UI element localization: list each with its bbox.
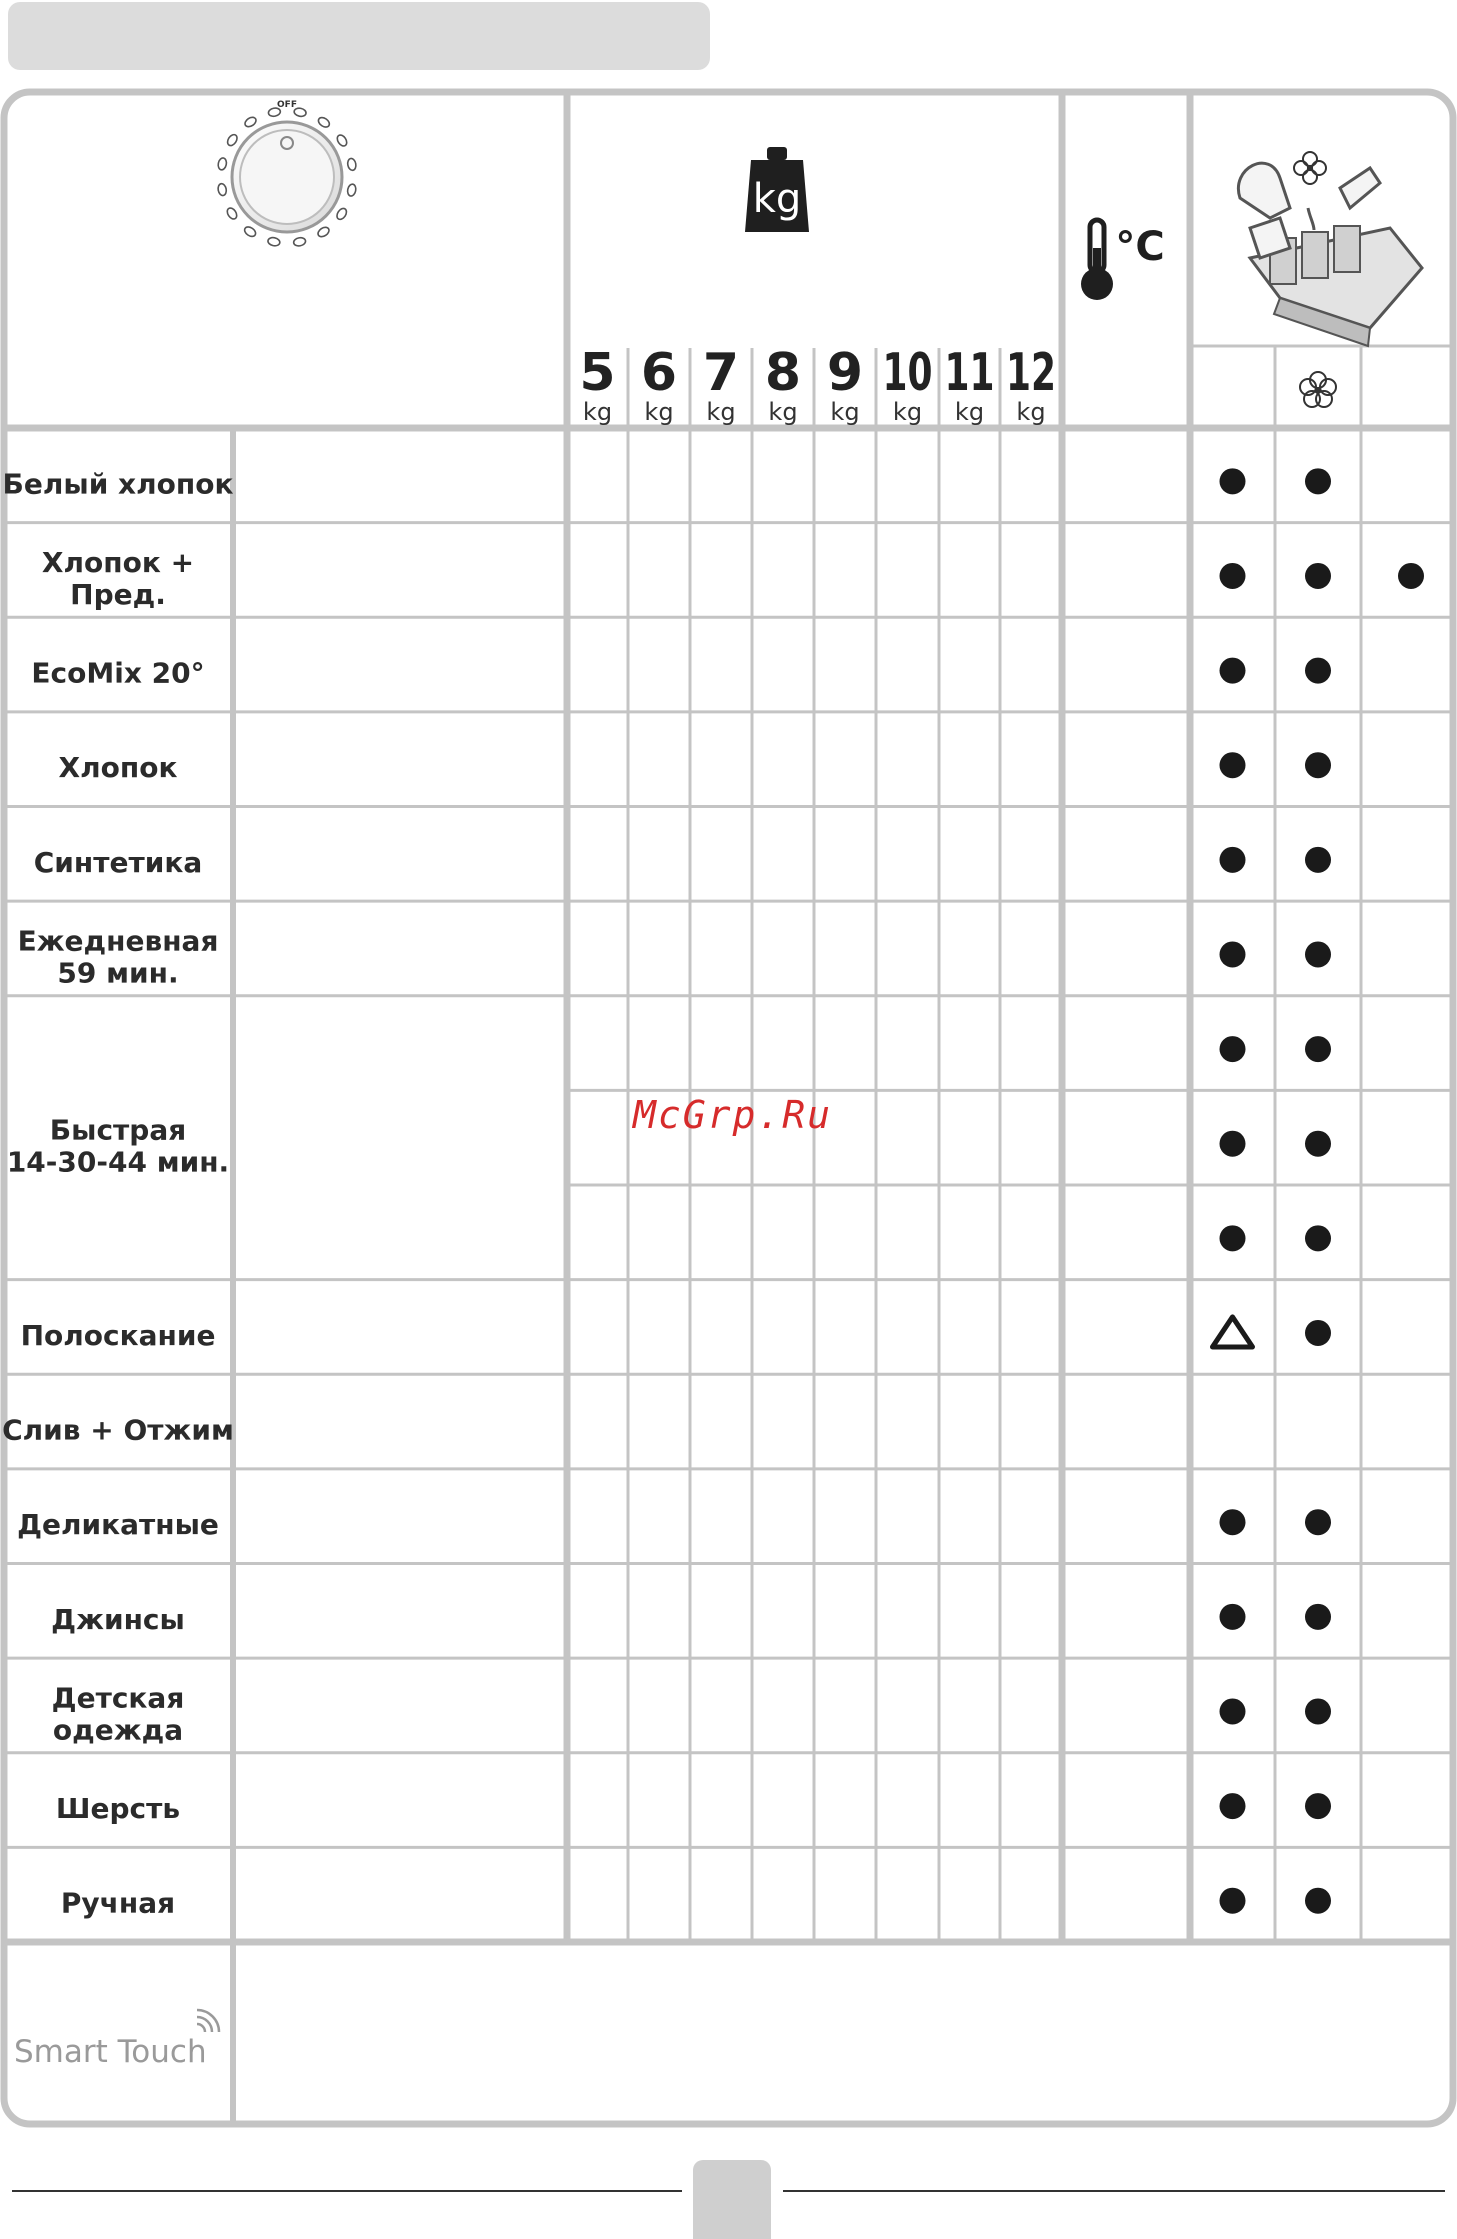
detergent-dot bbox=[1220, 1131, 1246, 1157]
detergent-dot bbox=[1305, 563, 1331, 589]
load-capacity-number: 9 bbox=[826, 343, 864, 403]
program-name: Шерсть bbox=[55, 1792, 181, 1826]
detergent-dot bbox=[1220, 658, 1246, 684]
program-table bbox=[0, 88, 1457, 2132]
detergent-dot bbox=[1220, 1509, 1246, 1535]
program-name: Хлопок + bbox=[41, 545, 195, 579]
program-name: Джинсы bbox=[51, 1602, 185, 1636]
detergent-dot bbox=[1220, 752, 1246, 778]
detergent-dot bbox=[1220, 563, 1246, 589]
load-capacity-unit: kg bbox=[768, 398, 798, 426]
header-bar bbox=[8, 2, 710, 70]
detergent-dot bbox=[1220, 1036, 1246, 1062]
detergent-dot bbox=[1305, 1698, 1331, 1724]
load-capacity-unit: kg bbox=[830, 398, 860, 426]
load-capacity-number: 5 bbox=[579, 343, 616, 403]
detergent-dot bbox=[1305, 752, 1331, 778]
load-capacity-number: 8 bbox=[764, 343, 802, 403]
detergent-dot bbox=[1305, 941, 1331, 967]
detergent-dot bbox=[1305, 1604, 1331, 1630]
load-capacity-unit: kg bbox=[954, 398, 985, 426]
load-capacity-unit: kg bbox=[1016, 398, 1046, 426]
detergent-dot bbox=[1305, 1131, 1331, 1157]
program-name: Деликатные bbox=[17, 1508, 219, 1542]
program-name: Детская bbox=[51, 1681, 185, 1715]
program-name: EcoMix 20° bbox=[31, 656, 205, 690]
load-capacity-unit: kg bbox=[644, 398, 674, 426]
program-name: Полоскание bbox=[20, 1318, 216, 1352]
detergent-dot bbox=[1305, 1320, 1331, 1346]
detergent-dot bbox=[1220, 847, 1246, 873]
dial-off-label: OFF bbox=[277, 100, 297, 110]
detergent-dot bbox=[1305, 1509, 1331, 1535]
detergent-dot bbox=[1305, 1225, 1331, 1251]
detergent-dot bbox=[1305, 468, 1331, 494]
detergent-dot bbox=[1220, 941, 1246, 967]
weight-kg-label: kg bbox=[752, 176, 802, 222]
load-capacity-number: 10 bbox=[882, 343, 933, 403]
footer-rule-right bbox=[783, 2190, 1445, 2192]
program-name: Ежедневная bbox=[17, 924, 219, 958]
program-name: Ручная bbox=[60, 1886, 176, 1920]
detergent-dot bbox=[1305, 1888, 1331, 1914]
watermark-text: McGrp.Ru bbox=[633, 1093, 833, 1137]
detergent-dot bbox=[1305, 1793, 1331, 1819]
detergent-dot bbox=[1220, 1888, 1246, 1914]
program-name: Синтетика bbox=[33, 845, 203, 879]
program-name: Хлопок bbox=[58, 751, 178, 785]
detergent-dot bbox=[1305, 847, 1331, 873]
program-name: Пред. bbox=[70, 577, 166, 611]
load-capacity-unit: kg bbox=[582, 398, 613, 426]
program-name: Быстрая bbox=[49, 1113, 187, 1147]
detergent-dot bbox=[1398, 563, 1424, 589]
footer-rule-left bbox=[12, 2190, 682, 2192]
load-capacity-unit: kg bbox=[892, 398, 923, 426]
temperature-label: °C bbox=[1115, 224, 1165, 270]
load-capacity-number: 12 bbox=[1006, 343, 1056, 403]
program-name: 59 мин. bbox=[57, 956, 179, 990]
load-capacity-number: 6 bbox=[640, 343, 678, 403]
program-name: одежда bbox=[52, 1713, 184, 1747]
program-name: Белый хлопок bbox=[2, 467, 234, 501]
smart-touch-logo-text: Smart Touch bbox=[14, 2034, 207, 2070]
load-capacity-number: 11 bbox=[944, 343, 995, 403]
detergent-dot bbox=[1220, 1604, 1246, 1630]
detergent-dot bbox=[1220, 1698, 1246, 1724]
program-name: Слив + Отжим bbox=[2, 1413, 234, 1447]
detergent-dot bbox=[1220, 1793, 1246, 1819]
program-name: 14-30-44 мин. bbox=[6, 1145, 230, 1179]
detergent-dot bbox=[1220, 468, 1246, 494]
detergent-dot bbox=[1305, 1036, 1331, 1062]
detergent-dot bbox=[1305, 658, 1331, 684]
detergent-dot bbox=[1220, 1225, 1246, 1251]
page-number-tab bbox=[693, 2160, 771, 2239]
load-capacity-unit: kg bbox=[706, 398, 736, 426]
load-capacity-number: 7 bbox=[702, 343, 740, 403]
